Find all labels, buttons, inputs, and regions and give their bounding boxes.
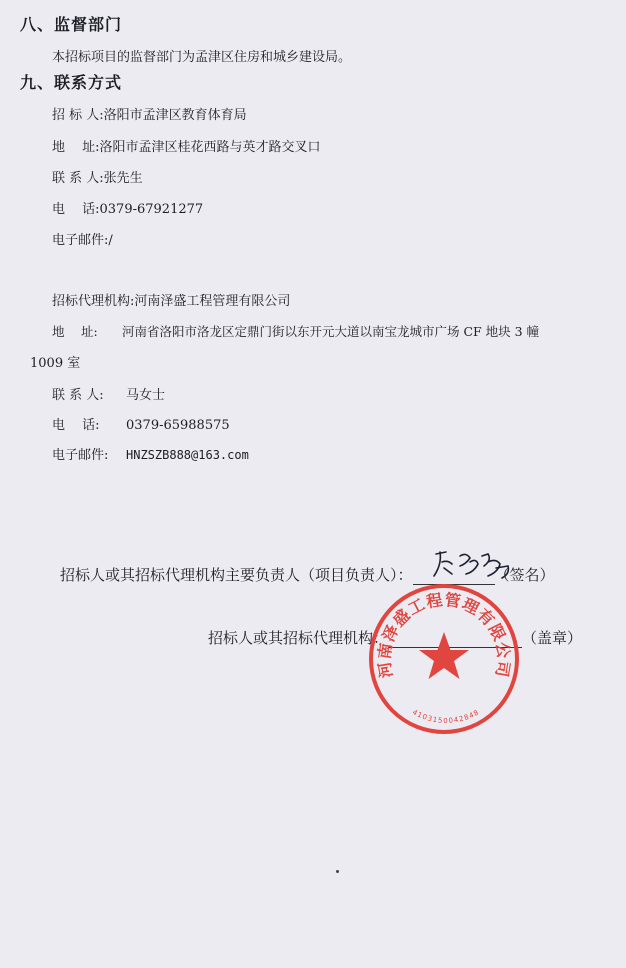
tenderer-address-label: 地 址: — [52, 140, 100, 155]
agency-contact-label: 联 系 人: — [52, 388, 104, 403]
tenderer-contact-label: 联 系 人: — [52, 171, 104, 186]
agency-contact-row — [52, 384, 165, 403]
agency-name-label: 招标代理机构: — [52, 294, 135, 309]
tenderer-phone-value: 0379-67921277 — [99, 202, 204, 217]
tenderer-contact-value: 张先生 — [103, 171, 143, 186]
seal-suffix: （盖章） — [522, 629, 583, 647]
section8-body: 本招标项目的监督部门为孟津区住房和城乡建设局。 — [52, 50, 352, 65]
agency-phone-label: 电 话: — [52, 418, 100, 433]
agency-name-row — [52, 290, 290, 309]
agency-phone-row — [52, 414, 230, 433]
agency-email-value: HNZSZB888@163.com — [126, 448, 249, 462]
responsible-label: 招标人或其招标代理机构主要负责人（项目负责人）： — [60, 566, 413, 584]
seal-label: 招标人或其招标代理机构： — [208, 629, 389, 647]
tenderer-name-value: 洛阳市孟津区教育体育局 — [103, 108, 247, 123]
agency-address-value-line2: 1009 室 — [30, 356, 81, 371]
tenderer-phone-row — [52, 198, 203, 217]
tenderer-email-label: 电子邮件: — [52, 233, 109, 248]
agency-name-value: 河南泽盛工程管理有限公司 — [134, 294, 291, 309]
agency-phone-value: 0379-65988575 — [126, 418, 230, 433]
official-seal-stamp — [367, 582, 521, 736]
tenderer-phone-label: 电 话: — [52, 202, 100, 217]
responsible-suffix: （签名） — [494, 566, 555, 584]
tenderer-name-label: 招 标 人: — [52, 108, 104, 123]
tenderer-address-row — [52, 136, 321, 155]
agency-contact-value: 马女士 — [126, 388, 166, 403]
tenderer-address-value: 洛阳市孟津区桂花西路与英才路交叉口 — [99, 140, 321, 155]
agency-address-label: 地 址: — [52, 324, 98, 339]
tenderer-contact-row — [52, 167, 143, 186]
agency-email-label: 电子邮件: — [52, 448, 109, 463]
agency-address-row — [52, 322, 539, 340]
seal-code-text: 4103150042848 — [411, 708, 481, 725]
section9-title: 九、联系方式 — [20, 73, 123, 92]
tenderer-email-row — [52, 229, 113, 248]
handwritten-signature — [430, 546, 514, 582]
seal-star-icon — [419, 632, 469, 679]
agency-address-value-line1: 河南省洛阳市洛龙区定鼎门街以东开元大道以南宝龙城市广场 CF 地块 3 幢 — [122, 324, 540, 339]
seal-company-text: 河南泽盛工程管理有限公司 — [374, 589, 514, 680]
tenderer-email-value: / — [108, 233, 113, 248]
section8-title: 八、监督部门 — [20, 15, 123, 34]
tenderer-name-row — [52, 104, 247, 123]
page-speck — [336, 870, 339, 873]
agency-email-row — [52, 444, 249, 463]
